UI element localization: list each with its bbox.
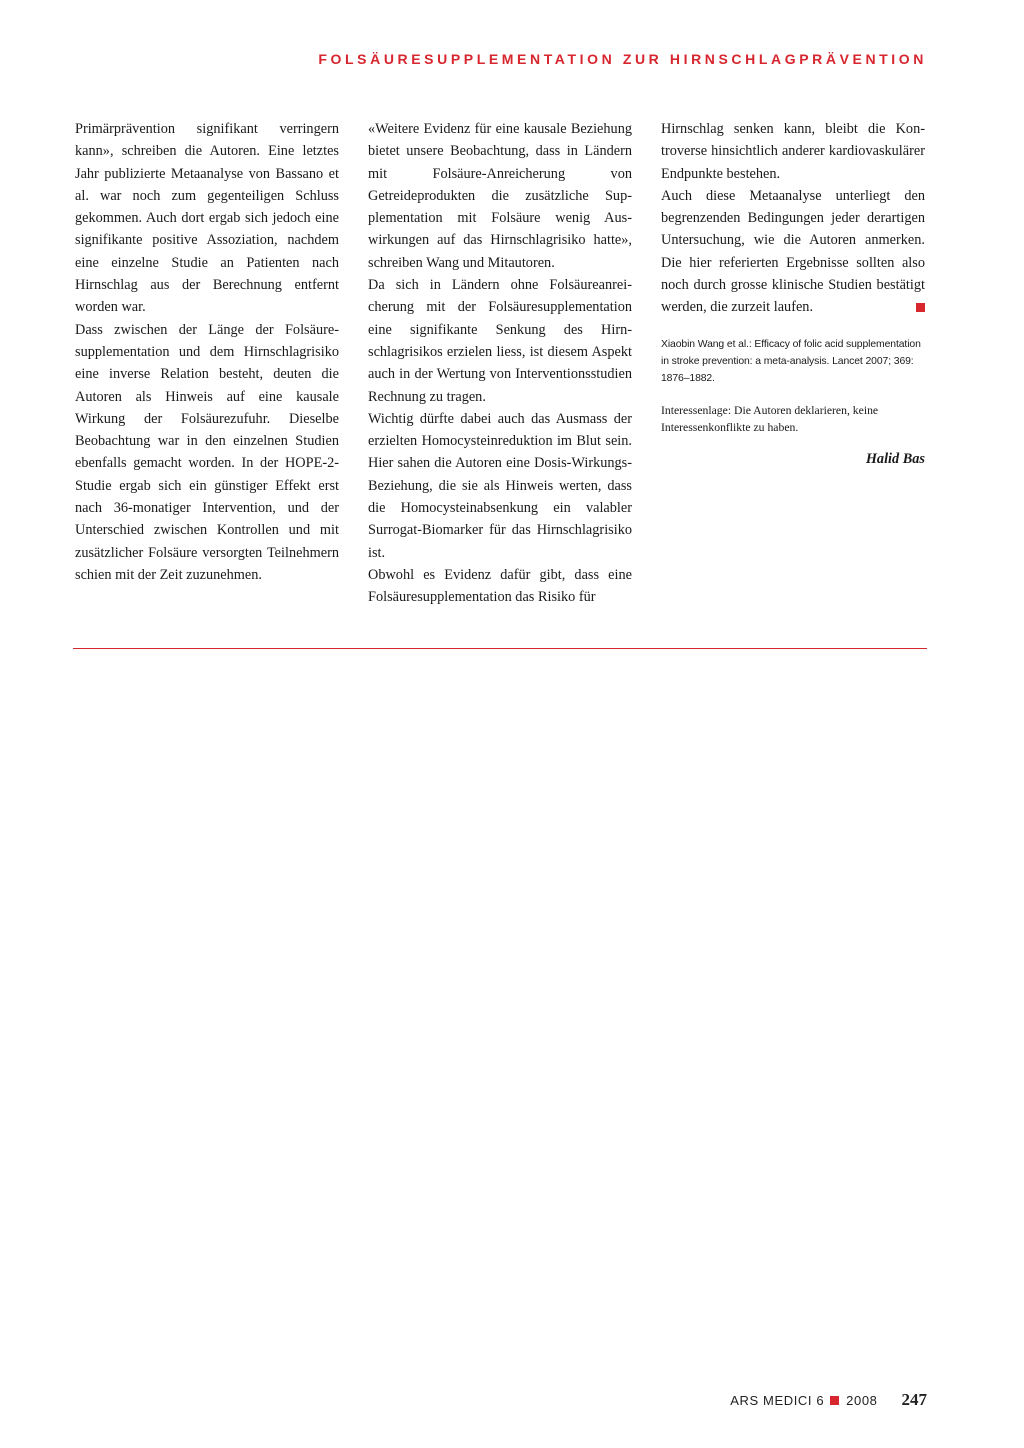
paragraph: Hirnschlag senken kann, bleibt die Kontroverse hinsichtlich anderer kardiovaskulärer Endpunkte bestehen. [661,121,925,182]
issue-year: 2008 [846,1393,878,1408]
paragraph: Wichtig dürfte dabei auch das Ausmass der erzielten Homocysteinreduktion im Blut sein. Hier sahen die Autoren eine Dosis-Wirkungs-Beziehung, die sie als Hinweis werten, dass die Homocysteinabsenkung ein valabler Surrogat-Biomarker für das Hirnschlagrisiko ist. [368,410,632,561]
text-column-2 [368,118,632,609]
paragraph-with-end-mark [661,185,925,319]
reference: Xiaobin Wang et al.: Efficacy of folic acid supplementation in stroke prevention: a meta-analysis. Lancet 2007; 369: 1876–1882. [661,338,921,384]
page-number: 247 [901,1390,927,1409]
paragraph: Da sich in Ländern ohne Folsäureanreicherung mit der Folsäuresupplementation eine signifikante Senkung des Hirnschlagrisikos erzielen liess, ist diesem Aspekt auch in der Wertung von Interventionsstudien Rechnung zu tragen. [368,277,632,405]
conflict-of-interest: Interessenlage: Die Autoren deklarieren, keine Interessenkonflikte zu haben. [661,403,879,434]
paragraph: «Weitere Evidenz für eine kausale Beziehung bietet unsere Beobachtung, dass in Ländern mit Folsäure-Anreicherung von Getreideprodukten die zusätzliche Supplementation mit Folsäure wenig Auswirkungen auf das Hirnschlagrisiko hatte», schreiben Wang und Mitautoren. [368,121,632,271]
end-of-article-square-icon [916,303,925,312]
paragraph: Primärprävention signifikant verringern kann», schreiben die Autoren. Eine letztes Jahr publizierte Metaanalyse von Bassano et al. war noch zum gegenteiligen Schluss gekommen. Auch dort ergab sich jedoch eine signifikante positive Assoziation, nachdem eine einzelne Studie an Patienten nach Hirnschlag aus der Berechnung entfernt worden war. [75,121,339,316]
author-name: Halid Bas [865,450,925,467]
paragraph: Obwohl es Evidenz dafür gibt, dass eine Folsäuresupplementation das Risiko für [368,566,632,606]
divider-rule [73,648,927,649]
page-footer [730,1390,927,1410]
paragraph: Dass zwischen der Länge der Folsäuresupplementation und dem Hirnschlagrisiko eine inverse Relation besteht, deuten die Autoren als Hinweis auf eine kausale Wirkung der Folsäurezufuhr. Dieselbe Beobachtung war in den einzelnen Studien ebenfalls gemacht worden. In der HOPE-2-Studie ergab sich ein günstiger Effekt erst nach 36-monatiger Intervention, und der Unterschied zwischen Kontrollen und mit zusätzlicher Folsäure versorgten Teilnehmern schien mit der Zeit zuzunehmen. [75,321,339,583]
text-column-1 [75,118,339,586]
text-column-3 [661,118,925,470]
journal-name: ARS MEDICI 6 [730,1393,825,1408]
square-separator-icon [830,1396,839,1405]
running-head: FOLSÄURESUPPLEMENTATION ZUR HIRNSCHLAGPRÄVENTION [318,51,927,67]
paragraph-text: Auch diese Metaanalyse unterliegt den begrenzenden Bedingungen jeder derartigen Untersuchung, wie die Autoren anmerken. Die hier referierten Ergebnisse sollten also noch durch grosse klinische Studien bestätigt werden, die zurzeit laufen. [661,187,925,316]
